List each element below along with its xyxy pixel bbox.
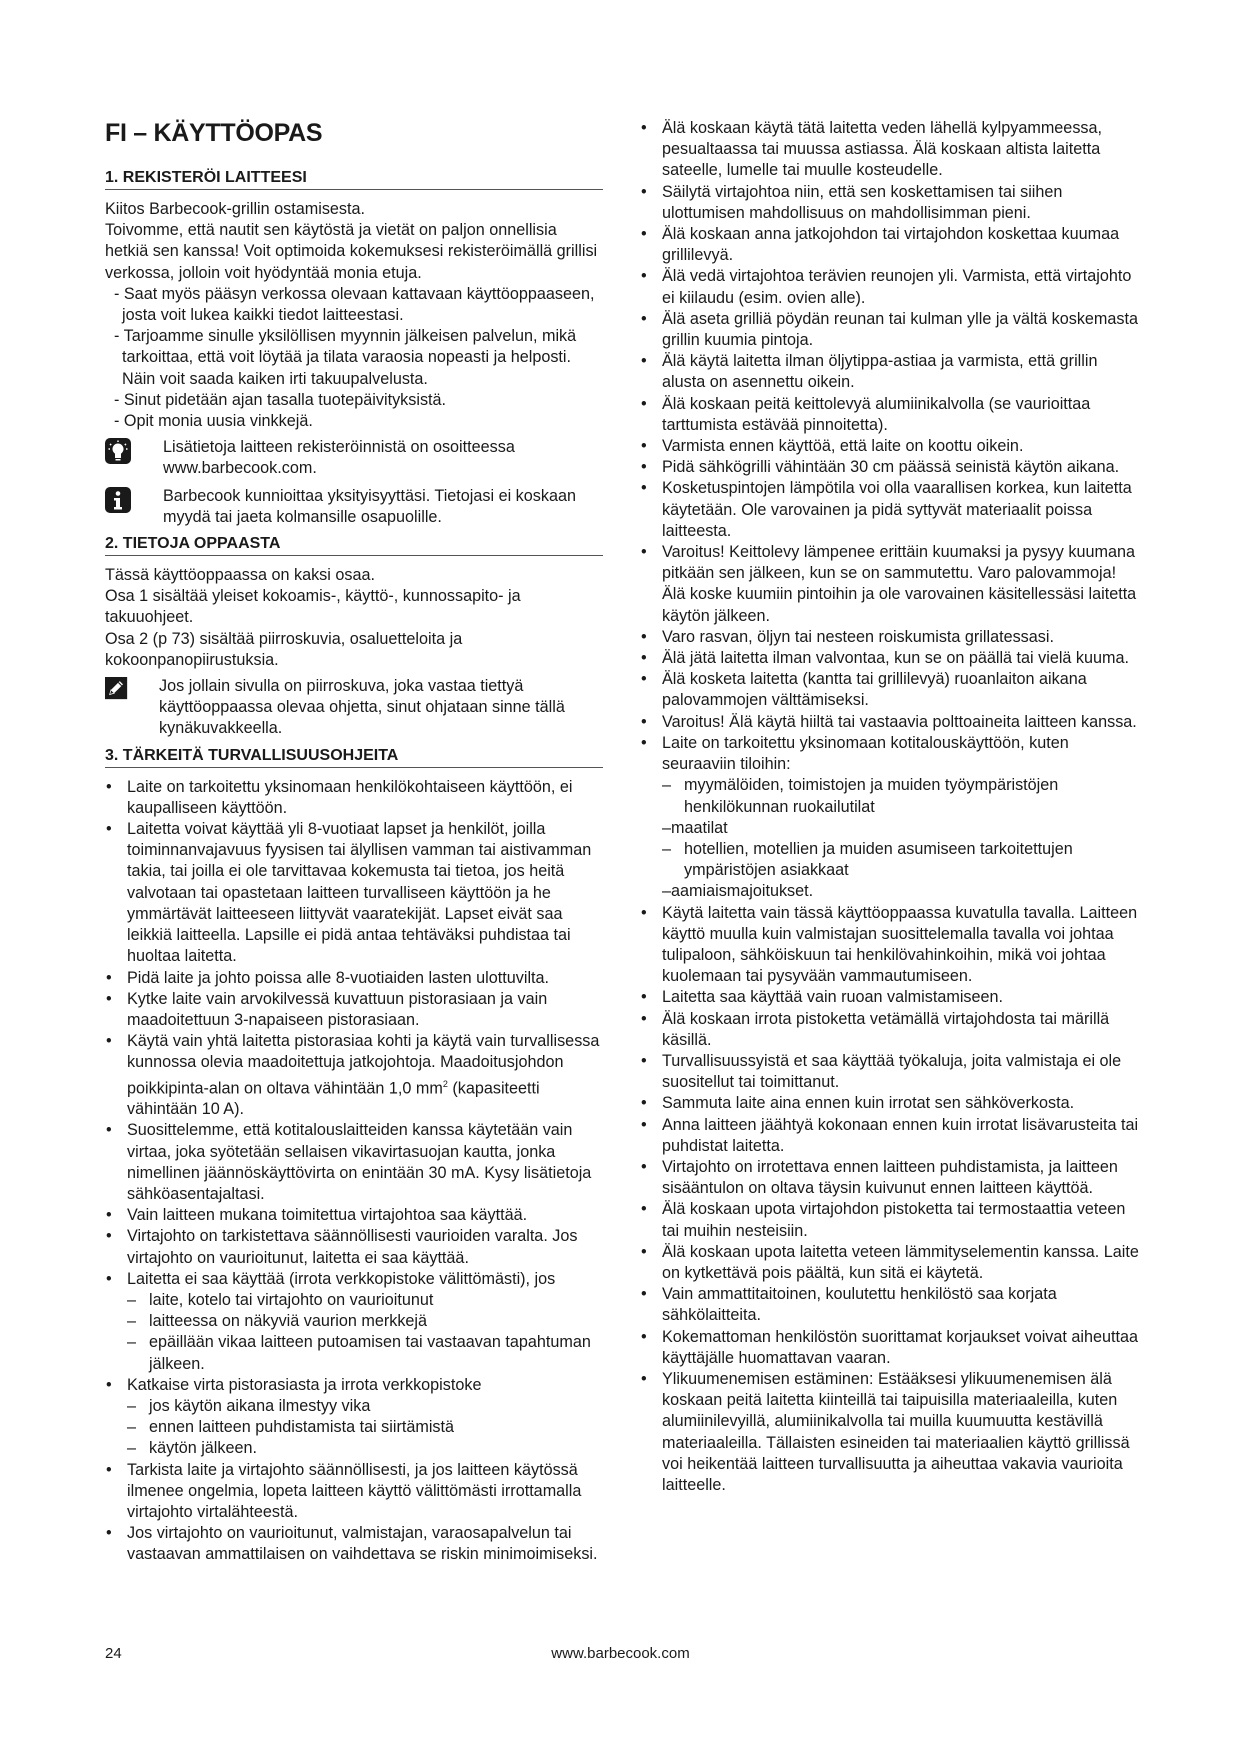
list-item: • Ylikuumenemisen estäminen: Estääksesi ylikuumenemisen älä koskaan peitä laitetta kiinteillä tai taipuisilla materiaaleilla, kuten alumiinilevyillä, alumiinikalvolla tai muilla kuumuutta kestävillä materiaaleilla. Tällaisten esineiden tai materiaalien käyttö grillissä voi heikentää laitteen turvallisuutta ja aiheuttaa vakavia vaurioita laitteelle.: [640, 1369, 1140, 1496]
sub-item: – laitteessa on näkyviä vaurion merkkejä: [105, 1311, 603, 1332]
benefit-item: - Tarjoamme sinulle yksilöllisen myynnin jälkeisen palvelun, mikä tarkoittaa, että voit löytää ja tilata varaosia nopeasti ja helposti. Näin voit saada kaiken irti takuupalvelusta.: [114, 327, 577, 388]
list-item: • Varoitus! Keittolevy lämpenee erittäin kuumaksi ja pysyy kuumana pitkään sen jälkeen, kun se on sammutettu. Varo palovammoja! Älä koske kuumiin pintoihin ja ole varovainen käsitellessäsi laitetta käytön jälkeen.: [640, 542, 1140, 627]
list-item: • Kytke laite vain arvokilvessä kuvattuun pistorasiaan ja vain maadoitettuun 3-napaiseen pistorasiaan.: [105, 989, 603, 1031]
list-item: • Varoitus! Älä käytä hiiltä tai vastaavia polttoaineita laitteen kanssa.: [640, 712, 1140, 733]
list-item: • Laitetta voivat käyttää yli 8-vuotiaat lapset ja henkilöt, joilla toiminnanvajavuus fyysisen tai älyllisen vamman tai aistivamman takia, tai joilla ei ole tarvittavaa kokemusta tai tietoa, jos heitä valvotaan tai opastetaan laitteen turvalliseen käyttöön ja he ymmärtävät laitteeseen liittyvät vaaratekijät. Lapset eivät saa leikkiä laitteella. Lapsille ei pidä antaa tehtäväksi puhdistaa tai huoltaa laitetta.: [105, 819, 603, 967]
sub-item: – laite, kotelo tai virtajohto on vaurioitunut: [105, 1290, 603, 1311]
list-item: • Älä kosketa laitetta (kantta tai grillilevyä) ruoanlaiton aikana palovammojen välttämiseksi.: [640, 669, 1140, 711]
section-heading-safety: 3. TÄRKEITÄ TURVALLISUUSOHJEITA: [105, 746, 603, 768]
footer-url-text: www.barbecook.com: [551, 1645, 690, 1662]
list-item: • Älä koskaan käytä tätä laitetta veden lähellä kylpyammeessa, pesualtaassa tai muussa astiassa. Älä koskaan altista laitetta sateelle, lumelle tai muulle kosteudelle.: [640, 118, 1140, 182]
sub-list: [640, 839, 1140, 881]
about-paragraph: Osa 2 (p 73) sisältää piirroskuvia, osaluetteloita ja kokoonpanopiirustuksia.: [105, 629, 463, 669]
plain-item: –aamiaismajoitukset.: [662, 882, 814, 901]
superscript: 2: [442, 1078, 448, 1089]
item-text: Laite on tarkoitettu yksinomaan kotitalouskäyttöön, kuten seuraaviin tiloihin:: [662, 733, 1069, 774]
note-text: Barbecook kunnioittaa yksityisyyttäsi. Tietojasi ei koskaan myydä tai jaeta kolmansille osapuolille.: [163, 486, 576, 526]
note-register: [105, 437, 603, 479]
list-item: • Tarkista laite ja virtajohto säännöllisesti, ja jos laitteen käytössä ilmenee ongelmia, lopeta laitteen käyttö välittömästi irrottamalla virtajohto virtalähteestä.: [105, 1460, 603, 1524]
list-item: • Älä koskaan upota virtajohdon pistoketta tai termostaattia veteen tai muihin nesteisiin.: [640, 1199, 1140, 1241]
pencil-icon: [105, 677, 129, 701]
list-item: • Säilytä virtajohtoa niin, että sen koskettamisen tai siihen ulottumisen mahdollisuus on mahdollisimman pieni.: [640, 182, 1140, 224]
sub-item: – ennen laitteen puhdistamista tai siirtämistä: [105, 1417, 603, 1438]
list-item: • Varo rasvan, öljyn tai nesteen roiskumista grillatessasi.: [640, 627, 1140, 648]
right-column: [640, 118, 1140, 1496]
benefit-item: - Saat myös pääsyn verkossa olevaan kattavaan käyttöoppaaseen, josta voit lukea kaikki tiedot laitteestasi.: [114, 284, 595, 325]
footer-url: [0, 1645, 1241, 1662]
intro-paragraph: Kiitos Barbecook-grillin ostamisesta.: [105, 200, 366, 218]
list-item: • Laitetta saa käyttää vain ruoan valmistamiseen.: [640, 987, 1140, 1008]
page-title: FI – KÄYTTÖOPAS: [105, 119, 323, 147]
sub-item: – hotellien, motellien ja muiden asumiseen tarkoitettujen ympäristöjen asiakkaat: [640, 839, 1140, 881]
section-heading-about: 2. TIETOJA OPPAASTA: [105, 534, 603, 556]
sub-list: [640, 775, 1140, 817]
list-item: • Älä koskaan peitä keittolevyä alumiinikalvolla (se vaurioittaa tarttumista estävää pinnoitetta).: [640, 394, 1140, 436]
list-item: • Varmista ennen käyttöä, että laite on koottu oikein.: [640, 436, 1140, 457]
note-pen: [105, 676, 603, 740]
list-item: • Jos virtajohto on vaurioitunut, valmistajan, varaosapalvelun tai vastaavan ammattilaisen on vaihdettava se riskin minimoimiseksi.: [105, 1523, 603, 1565]
list-item: • Vain ammattitaitoinen, koulutettu henkilöstö saa korjata sähkölaitteita.: [640, 1284, 1140, 1326]
benefit-item: - Opit monia uusia vinkkejä.: [114, 412, 313, 431]
plain-item: –maatilat: [662, 818, 728, 837]
list-item: • Virtajohto on tarkistettava säännöllisesti vaurioiden varalta. Jos virtajohto on vaurioitunut, laitetta ei saa käyttää.: [105, 1226, 603, 1268]
list-item: • Älä aseta grilliä pöydän reunan tai kulman ylle ja vältä koskemasta grillin kuumia pintoja.: [640, 309, 1140, 351]
list-item: • Älä koskaan upota laitetta veteen lämmityselementin kanssa. Laite on kytkettävä pois päältä, kun sitä ei käytetä.: [640, 1242, 1140, 1284]
sub-list: [105, 1396, 603, 1460]
list-item: • Käytä laitetta vain tässä käyttöoppaassa kuvatulla tavalla. Laitteen käyttö muulla kuin valmistajan suosittelemalla tavalla voi johtaa tulipaloon, sähköiskuun tai henkilövahinkoihin, mikä voi johtaa kuolemaan tai pysyvään vammautumiseen.: [640, 903, 1140, 988]
sub-item: – käytön jälkeen.: [105, 1438, 603, 1459]
item-text: Katkaise virta pistorasiasta ja irrota verkkopistoke: [127, 1375, 482, 1394]
intro-paragraph: Toivomme, että nautit sen käytöstä ja vietät on paljon onnellisia hetkiä sen kanssa! Voit optimoida kokemuksesi rekisteröimällä grillisi verkossa, jolloin voit hyödyntää monia etuja.: [105, 221, 598, 282]
list-item: • Virtajohto on irrotettava ennen laitteen puhdistamista, ja laitteen sisääntulon on oltava täysin kuivunut ennen laitteen käyttöä.: [640, 1157, 1140, 1199]
list-item: • Pidä laite ja johto poissa alle 8-vuotiaiden lasten ulottuvilta.: [105, 968, 603, 989]
note-text: Jos jollain sivulla on piirroskuva, joka vastaa tiettyä käyttöoppaassa olevaa ohjetta, sinut ohjataan sinne tällä kynäkuvakkeella.: [159, 677, 565, 738]
safety-list-left: [105, 777, 603, 1566]
item-text: (kapasiteetti vähintään 10 A).: [127, 1078, 540, 1119]
note-text: Lisätietoja laitteen rekisteröinnistä on osoitteessa www.barbecook.com.: [163, 438, 515, 478]
page-number: 24: [105, 1645, 122, 1662]
list-item: • Pidä sähkögrilli vähintään 30 cm päässä seinistä käytön aikana.: [640, 457, 1140, 478]
list-item: • Älä koskaan anna jatkojohdon tai virtajohdon koskettaa kuumaa grillilevyä.: [640, 224, 1140, 266]
list-item: • Älä käytä laitetta ilman öljytippa-astiaa ja varmista, että grillin alusta on asennettu oikein.: [640, 351, 1140, 393]
list-item: • Suosittelemme, että kotitalouslaitteiden kanssa käytetään vain virtaa, joka syötetään sellaisen vikavirtasuojan kautta, jonka nimellinen jäännöskäyttövirta on enintään 30 mA. Kysy lisätietoja sähköasentajaltasi.: [105, 1120, 603, 1205]
list-item: [105, 1375, 603, 1460]
list-item: • Älä vedä virtajohtoa terävien reunojen yli. Varmista, että virtajohto ei kiilaudu (esim. ovien alle).: [640, 266, 1140, 308]
about-paragraph: Osa 1 sisältää yleiset kokoamis-, käyttö-, kunnossapito- ja takuuohjeet.: [105, 587, 521, 627]
sub-list: [105, 1290, 603, 1375]
list-item: • Turvallisuussyistä et saa käyttää työkaluja, joita valmistaja ei ole suositellut tai toimittanut.: [640, 1051, 1140, 1093]
item-text: Laitetta ei saa käyttää (irrota verkkopistoke välittömästi), jos: [127, 1269, 556, 1288]
list-item: [105, 1031, 603, 1120]
benefit-item: - Sinut pidetään ajan tasalla tuotepäivityksistä.: [114, 390, 447, 409]
list-item: [105, 1269, 603, 1375]
list-item: [640, 733, 1140, 903]
list-item: • Vain laitteen mukana toimitettua virtajohtoa saa käyttää.: [105, 1205, 603, 1226]
sub-item: – epäillään vikaa laitteen putoamisen tai vastaavan tapahtuman jälkeen.: [105, 1332, 603, 1374]
note-privacy: [105, 486, 603, 528]
list-item: • Älä jätä laitetta ilman valvontaa, kun se on päällä tai vielä kuuma.: [640, 648, 1140, 669]
sub-item: – jos käytön aikana ilmestyy vika: [105, 1396, 603, 1417]
list-item: • Kosketuspintojen lämpötila voi olla vaarallisen korkea, kun laitetta käytetään. Ole varovainen ja pidä syttyvät materiaalit poissa laitteesta.: [640, 478, 1140, 542]
about-paragraph: Tässä käyttöoppaassa on kaksi osaa.: [105, 566, 375, 585]
list-item: • Sammuta laite aina ennen kuin irrotat sen sähköverkosta.: [640, 1093, 1140, 1114]
lightbulb-icon: [105, 438, 131, 464]
item-text: Käytä vain yhtä laitetta pistorasiaa kohti ja käytä vain turvallisessa kunnossa olevia maadoitettuja jatkojohtoja. Maadoitusjohdon poikkipinta-alan on oltava vähintään 1,0 mm: [127, 1032, 600, 1097]
list-item: • Älä koskaan irrota pistoketta vetämällä virtajohdosta tai märillä käsillä.: [640, 1009, 1140, 1051]
list-item: • Anna laitteen jäähtyä kokonaan ennen kuin irrotat lisävarusteita tai puhdistat laitetta.: [640, 1115, 1140, 1157]
safety-list-right: [640, 118, 1140, 1496]
left-column: [105, 118, 603, 1566]
info-icon: [105, 487, 131, 513]
list-item: • Kokemattoman henkilöstön suorittamat korjaukset voivat aiheuttaa käyttäjälle huomattavan vaaran.: [640, 1327, 1140, 1369]
sub-item: – myymälöiden, toimistojen ja muiden työympäristöjen henkilökunnan ruokailutilat: [640, 775, 1140, 817]
list-item: • Laite on tarkoitettu yksinomaan henkilökohtaiseen käyttöön, ei kaupalliseen käyttöön.: [105, 777, 603, 819]
section-heading-register: 1. REKISTERÖI LAITTEESI: [105, 168, 603, 190]
